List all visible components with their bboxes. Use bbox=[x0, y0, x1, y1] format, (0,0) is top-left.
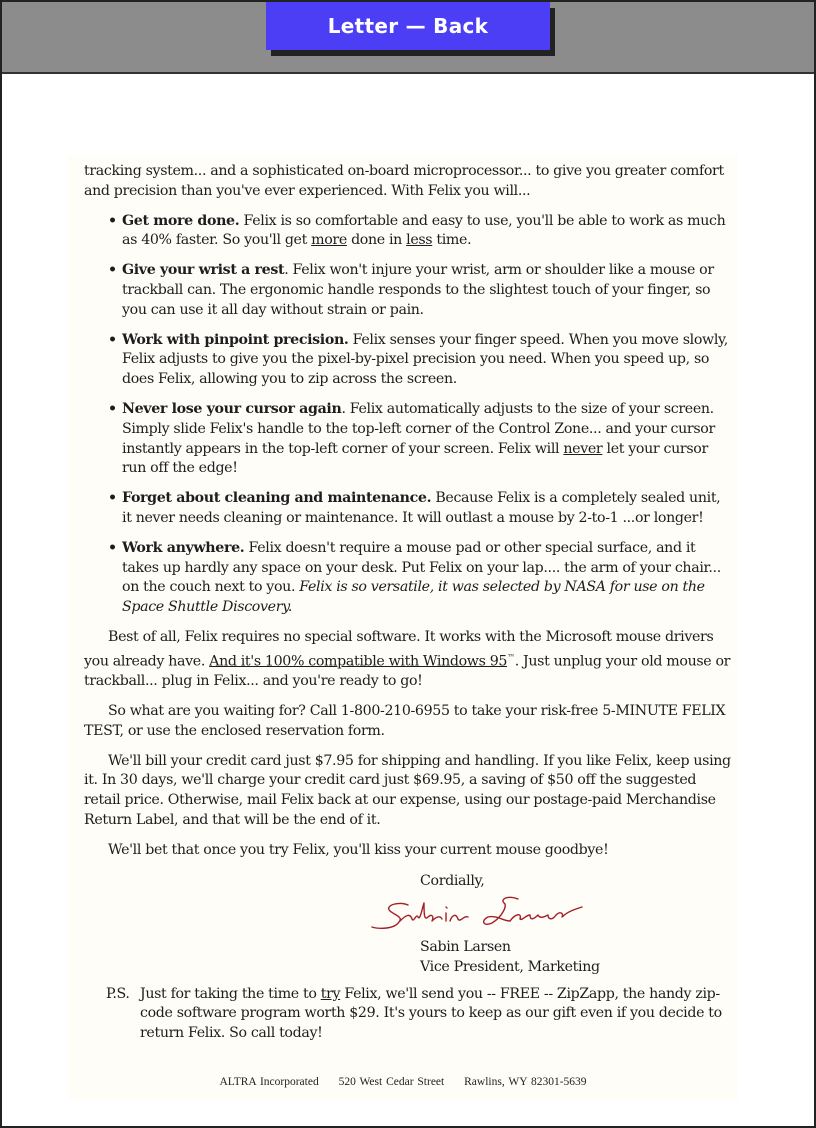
benefit-heading: Forget about cleaning and maintenance. bbox=[122, 490, 432, 507]
intro-paragraph: tracking system... and a sophisticated on-board microprocessor... to give you greater comfort and precision than you've ever experienced. With Felix you will... bbox=[84, 163, 724, 199]
footer-city: Rawlins, WY 82301-5639 bbox=[464, 1076, 587, 1088]
letterhead-footer bbox=[68, 1076, 738, 1088]
closing-block bbox=[420, 871, 734, 977]
benefit-italic: Felix is so versatile, it was selected by NASA for use on the Space Shuttle Discovery. bbox=[122, 579, 705, 616]
compatibility-underline: And it's 100% compatible with Windows 95 bbox=[209, 653, 508, 670]
benefit-underline: never bbox=[563, 440, 603, 457]
benefit-text: done in bbox=[346, 232, 407, 249]
benefit-text: Felix doesn't require a mouse pad or other special surface, and it takes up hardly any space on your desk. Put Felix on your lap.... the arm of your chair... on the couch next to you. bbox=[122, 539, 721, 596]
benefit-text: Felix is so comfortable and easy to use, you'll be able to work as much as 40% faster. So you'll get bbox=[122, 212, 726, 249]
bullet-icon: • bbox=[108, 212, 117, 229]
benefit-heading: Work with pinpoint precision. bbox=[122, 331, 349, 348]
benefit-item bbox=[84, 331, 734, 390]
software-text: Best of all, Felix requires no special software. It works with the Microsoft mouse drivers you already have. bbox=[84, 628, 714, 670]
benefit-item bbox=[84, 489, 734, 529]
benefit-heading: Give your wrist a rest bbox=[122, 262, 285, 279]
bullet-icon: • bbox=[108, 539, 117, 556]
signature bbox=[370, 891, 734, 937]
letter-body bbox=[84, 162, 734, 1044]
benefit-item bbox=[84, 212, 734, 252]
handwritten-signature bbox=[370, 891, 600, 937]
benefit-text: Felix senses your finger speed. When you move slowly, Felix adjusts to give you the pixel-by-pixel precision you need. When you speed up, so does Felix, allowing you to zip across the screen. bbox=[122, 331, 728, 388]
postscript bbox=[84, 985, 734, 1044]
benefit-heading: Work anywhere. bbox=[122, 539, 245, 556]
billing-paragraph: We'll bill your credit card just $7.95 for shipping and handling. If you like Felix, keep using it. In 30 days, we'll charge your credit card just $69.95, a saving of $50 off the suggested retail price. Otherwise, mail Felix back at our expense, using our postage-paid Merchandise Return Label, and that will be the end of it. bbox=[84, 752, 731, 829]
benefit-underline: less bbox=[406, 232, 433, 249]
benefit-text: . Felix automatically adjusts to the size of your screen. Simply slide Felix's handle to the top-left corner of the Control Zone... and your cursor instantly appears in the top-left corner of your screen. Felix will bbox=[122, 400, 715, 457]
benefits-list bbox=[84, 212, 734, 618]
signer-title: Vice President, Marketing bbox=[420, 958, 600, 975]
closing-salutation: Cordially, bbox=[420, 872, 485, 889]
ps-underline: try bbox=[320, 985, 341, 1002]
bet-paragraph: We'll bet that once you try Felix, you'll kiss your current mouse goodbye! bbox=[108, 841, 609, 858]
ps-text bbox=[140, 985, 734, 1044]
signer-name: Sabin Larsen bbox=[420, 938, 511, 955]
benefit-item bbox=[84, 539, 734, 618]
ps-text-part: Felix, we'll send you -- FREE -- ZipZapp, the handy zip-code software program worth $29. It's yours to keep as our gift even if you decide to return Felix. So call today! bbox=[140, 985, 722, 1042]
ps-label: P.S. bbox=[106, 985, 130, 1002]
software-text: . Just unplug your old mouse or trackball... plug in Felix... and you're ready to go! bbox=[84, 653, 731, 690]
benefit-text: let your cursor run off the edge! bbox=[122, 440, 708, 477]
benefit-item bbox=[84, 261, 734, 320]
footer-street: 520 West Cedar Street bbox=[338, 1076, 445, 1088]
call-paragraph: So what are you waiting for? Call 1-800-210-6955 to take your risk-free 5-MINUTE FELIX TEST, or use the enclosed reservation form. bbox=[84, 703, 726, 739]
benefit-text: time. bbox=[432, 232, 472, 249]
ps-text-part: Just for taking the time to bbox=[140, 985, 321, 1002]
benefit-text: . Felix won't injure your wrist, arm or shoulder like a mouse or trackball can. The ergonomic handle responds to the slightest touch of your finger, so you can use it all day without strain or pain. bbox=[122, 262, 714, 318]
page-title-tab: Letter — Back bbox=[266, 2, 550, 50]
benefit-underline: more bbox=[311, 232, 347, 249]
header-bar bbox=[2, 2, 814, 74]
bullet-icon: • bbox=[108, 331, 117, 348]
bullet-icon: • bbox=[108, 490, 117, 507]
benefit-text: Because Felix is a completely sealed unit, it never needs cleaning or maintenance. It will outlast a mouse by 2-to-1 ...or longer! bbox=[122, 490, 721, 526]
software-paragraph bbox=[84, 628, 734, 692]
benefit-item bbox=[84, 400, 734, 479]
trademark-mark: ™ bbox=[507, 652, 515, 662]
bullet-icon: • bbox=[108, 400, 117, 417]
footer-company: ALTRA Incorporated bbox=[219, 1076, 319, 1088]
benefit-heading: Never lose your cursor again bbox=[122, 400, 342, 417]
benefit-heading: Get more done. bbox=[122, 212, 240, 229]
bullet-icon: • bbox=[108, 262, 117, 279]
